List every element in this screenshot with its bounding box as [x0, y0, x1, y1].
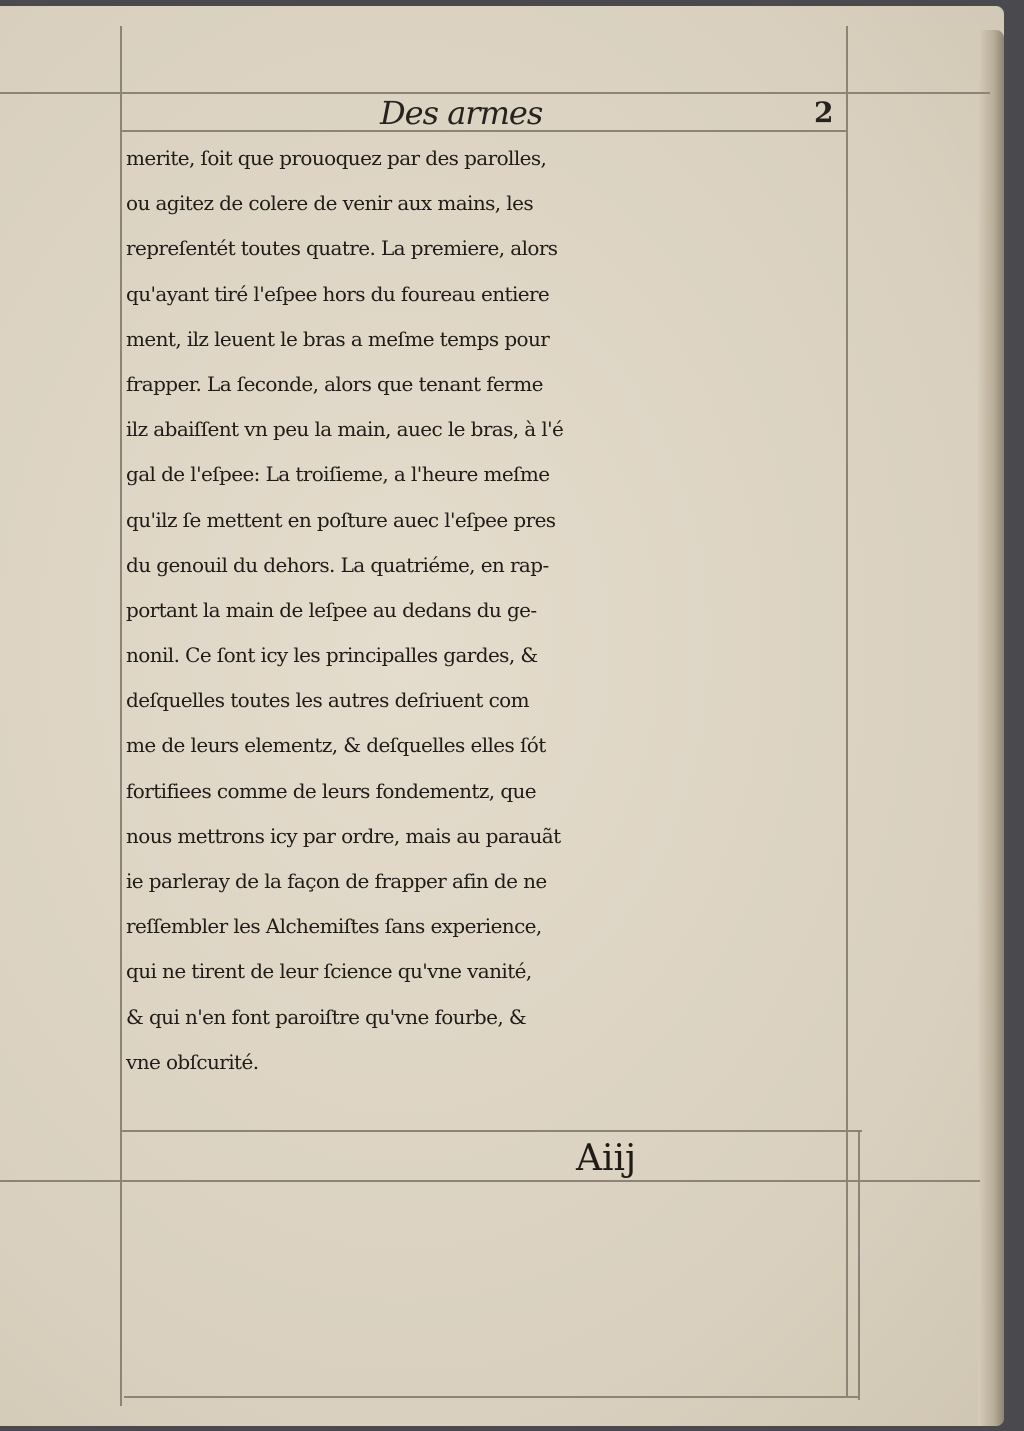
text-line: qu'ayant tiré l'eſpee hors du foureau entiere [126, 281, 550, 306]
text-line: nonil. Ce ſont icy les principalles gardes, & [126, 643, 538, 668]
text-line: & qui n'en font paroiſtre qu'vne fourbe, & [126, 1004, 527, 1029]
text-line: nous mettrons icy par ordre, mais au parauãt [126, 823, 561, 848]
text-line: portant la main de leſpee au dedans du ge- [126, 597, 537, 622]
text-line: ment, ilz leuent le bras a meſme temps pour [126, 326, 550, 351]
page-edge [978, 30, 1004, 1426]
text-line: ie parleray de la façon de frapper afin de ne [126, 869, 547, 893]
text-line: gal de l'eſpee: La troiſieme, a l'heure meſme [126, 462, 550, 487]
rule-bottom [0, 1180, 980, 1182]
text-line: deſquelles toutes les autres deſriuent com [126, 688, 529, 713]
rule-left [120, 26, 122, 1406]
text-line: frapper. La ſeconde, alors que tenant ferme [126, 371, 543, 396]
rule-right [846, 26, 848, 1396]
text-line: fortifiees comme de leurs fondementz, que [126, 778, 537, 803]
rule-lower [124, 1396, 860, 1398]
running-title: Des armes [380, 94, 543, 132]
text-line: vne obſcurité. [126, 1049, 259, 1074]
rule-right-outer [858, 1130, 860, 1400]
text-line: ilz abaiſſent vn peu la main, auec le bras, à l'é [126, 417, 564, 442]
text-line: repreſentét toutes quatre. La premiere, alors [126, 236, 558, 261]
text-line: qui ne tirent de leur ſcience qu'vne vanité, [126, 959, 532, 984]
page-number: 2 [814, 96, 834, 129]
text-line: merite, ſoit que prouoquez par des parolles, [126, 146, 547, 170]
text-line: ou agitez de colere de venir aux mains, les [126, 191, 534, 216]
text-line: qu'ilz ſe mettent en poſture auec l'eſpee pres [126, 507, 556, 532]
text-line: du genouil du dehors. La quatriéme, en rap- [126, 552, 549, 577]
signature-mark: Aiij [576, 1138, 637, 1179]
rule-bottom-text [122, 1130, 862, 1132]
text-line: me de leurs elementz, & deſquelles elles ſót [126, 733, 546, 758]
text-block [126, 136, 846, 1085]
text-line: reſſembler les Alchemiſtes ſans experience, [126, 914, 542, 939]
